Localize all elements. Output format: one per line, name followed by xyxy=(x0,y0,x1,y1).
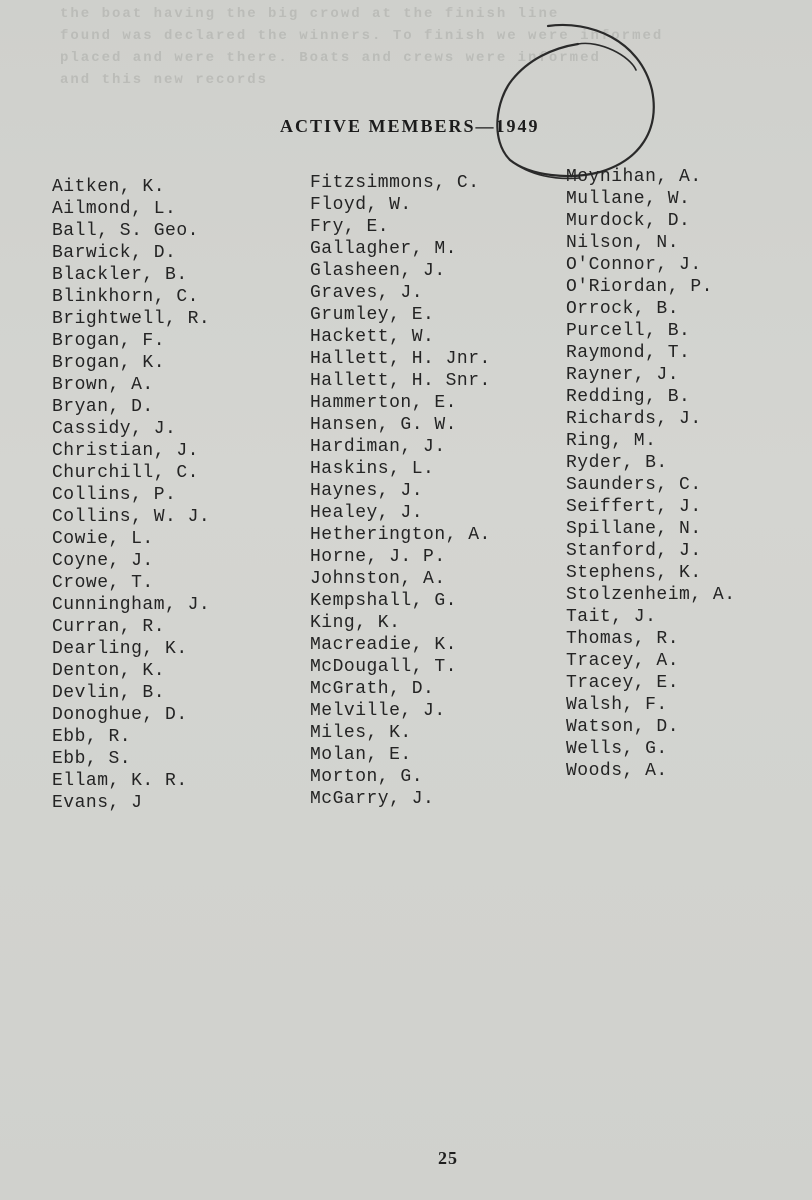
member-name: Hallett, H. Jnr. xyxy=(310,349,491,369)
member-name: Hackett, W. xyxy=(310,327,435,347)
member-name: Mullane, W. xyxy=(566,189,691,209)
member-name: Kempshall, G. xyxy=(310,591,457,611)
member-name: McGrath, D. xyxy=(310,679,435,699)
member-name: Purcell, B. xyxy=(566,321,691,341)
member-name: Brightwell, R. xyxy=(52,309,211,329)
bleed-through-line: placed and were there. Boats and crews were informed xyxy=(60,50,601,66)
member-name: Hammerton, E. xyxy=(310,393,457,413)
page-title xyxy=(280,116,540,137)
member-name: Brogan, F. xyxy=(52,331,166,351)
member-name: Collins, P. xyxy=(52,485,177,505)
member-column-2 xyxy=(310,172,491,810)
member-name: Thomas, R. xyxy=(566,629,680,649)
member-name: Hansen, G. W. xyxy=(310,415,457,435)
member-name: Johnston, A. xyxy=(310,569,446,589)
member-name: Watson, D. xyxy=(566,717,680,737)
member-column-3 xyxy=(566,166,736,782)
member-name: Dearling, K. xyxy=(52,639,188,659)
member-name: Ryder, B. xyxy=(566,453,668,473)
member-name: Molan, E. xyxy=(310,745,412,765)
member-name: Donoghue, D. xyxy=(52,705,188,725)
title-dash: — xyxy=(475,116,496,136)
page-number: 25 xyxy=(438,1148,458,1168)
member-name: Saunders, C. xyxy=(566,475,702,495)
member-name: Raymond, T. xyxy=(566,343,691,363)
member-name: Devlin, B. xyxy=(52,683,166,703)
member-name: Blinkhorn, C. xyxy=(52,287,199,307)
member-name: Glasheen, J. xyxy=(310,261,446,281)
bleed-through-line: found was declared the winners. To finish we were informed xyxy=(60,28,664,44)
member-name: Wells, G. xyxy=(566,739,668,759)
member-name: Hardiman, J. xyxy=(310,437,446,457)
member-name: Cowie, L. xyxy=(52,529,154,549)
member-name: Ring, M. xyxy=(566,431,657,451)
member-name: Churchill, C. xyxy=(52,463,199,483)
member-name: Ebb, S. xyxy=(52,749,132,769)
member-name: Hallett, H. Snr. xyxy=(310,371,491,391)
member-name: Spillane, N. xyxy=(566,519,702,539)
member-name: Brown, A. xyxy=(52,375,154,395)
bleed-through-line: and this new records xyxy=(60,72,269,88)
member-name: Evans, J xyxy=(52,793,143,813)
member-name: Rayner, J. xyxy=(566,365,680,385)
title-text: ACTIVE MEMBERS xyxy=(280,116,476,136)
member-name: Ball, S. Geo. xyxy=(52,221,199,241)
member-name: King, K. xyxy=(310,613,401,633)
member-name: Cunningham, J. xyxy=(52,595,211,615)
member-name: Curran, R. xyxy=(52,617,166,637)
member-name: Fry, E. xyxy=(310,217,390,237)
member-name: Ellam, K. R. xyxy=(52,771,188,791)
member-name: Walsh, F. xyxy=(566,695,668,715)
member-name: Horne, J. P. xyxy=(310,547,446,567)
member-name: O'Riordan, P. xyxy=(566,277,713,297)
member-name: Murdock, D. xyxy=(566,211,691,231)
member-name: Stanford, J. xyxy=(566,541,702,561)
member-name: Tait, J. xyxy=(566,607,657,627)
member-name: Ailmond, L. xyxy=(52,199,177,219)
member-name: Floyd, W. xyxy=(310,195,412,215)
member-name: Christian, J. xyxy=(52,441,199,461)
member-name: Coyne, J. xyxy=(52,551,154,571)
member-name: McDougall, T. xyxy=(310,657,457,677)
member-name: Hetherington, A. xyxy=(310,525,491,545)
member-name: Collins, W. J. xyxy=(52,507,211,527)
member-name: Moynihan, A. xyxy=(566,167,702,187)
member-name: Orrock, B. xyxy=(566,299,680,319)
member-name: Haskins, L. xyxy=(310,459,435,479)
member-name: Tracey, E. xyxy=(566,673,680,693)
member-name: Woods, A. xyxy=(566,761,668,781)
member-name: Stephens, K. xyxy=(566,563,702,583)
title-year: 1949 xyxy=(495,116,540,136)
member-name: Barwick, D. xyxy=(52,243,177,263)
member-name: McGarry, J. xyxy=(310,789,435,809)
member-name: Grumley, E. xyxy=(310,305,435,325)
member-name: Macreadie, K. xyxy=(310,635,457,655)
member-name: O'Connor, J. xyxy=(566,255,702,275)
member-name: Ebb, R. xyxy=(52,727,132,747)
member-name: Nilson, N. xyxy=(566,233,680,253)
member-name: Haynes, J. xyxy=(310,481,424,501)
member-name: Miles, K. xyxy=(310,723,412,743)
member-name: Melville, J. xyxy=(310,701,446,721)
member-name: Blackler, B. xyxy=(52,265,188,285)
bleed-through-line: the boat having the big crowd at the finish line xyxy=(60,6,560,22)
member-name: Tracey, A. xyxy=(566,651,680,671)
member-name: Brogan, K. xyxy=(52,353,166,373)
member-name: Cassidy, J. xyxy=(52,419,177,439)
member-name: Stolzenheim, A. xyxy=(566,585,736,605)
member-name: Seiffert, J. xyxy=(566,497,702,517)
member-name: Denton, K. xyxy=(52,661,166,681)
member-name: Gallagher, M. xyxy=(310,239,457,259)
member-name: Aitken, K. xyxy=(52,177,166,197)
member-name: Crowe, T. xyxy=(52,573,154,593)
member-name: Graves, J. xyxy=(310,283,424,303)
member-name: Bryan, D. xyxy=(52,397,154,417)
member-name: Redding, B. xyxy=(566,387,691,407)
member-name: Healey, J. xyxy=(310,503,424,523)
member-name: Richards, J. xyxy=(566,409,702,429)
member-column-1 xyxy=(52,176,210,814)
member-name: Morton, G. xyxy=(310,767,424,787)
member-name: Fitzsimmons, C. xyxy=(310,173,480,193)
